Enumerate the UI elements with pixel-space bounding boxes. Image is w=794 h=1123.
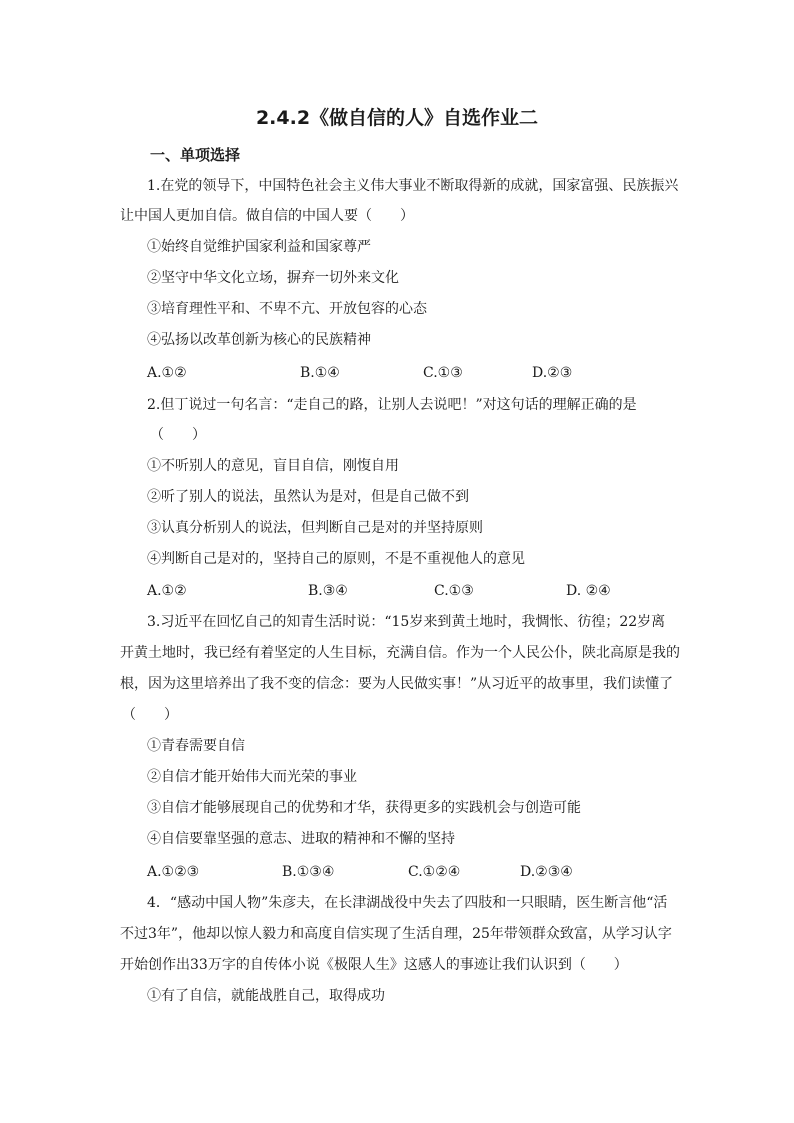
q2-item: ①不听别人的意见，盲目自信，刚愎自用 [147, 458, 399, 474]
q4-stem-line: 开始创作出33万字的自传体小说《极限人生》这感人的事迹让我们认识到（ ） [120, 957, 628, 973]
q3-option-d[interactable]: D.②③④ [520, 864, 573, 880]
q2-option-d[interactable]: D. ②④ [566, 583, 611, 599]
q1-stem-line: 让中国人更加自信。做自信的中国人要（ ） [120, 208, 414, 224]
q2-stem-line: 2.但丁说过一句名言：“走自己的路，让别人去说吧！”对这句话的理解正确的是 [147, 397, 637, 413]
q3-stem-line: 3.习近平在回忆自己的知青生活时说：“15岁来到黄土地时，我惆怅、彷徨；22岁离 [147, 614, 666, 630]
q4-stem-line: 不过3年”，他却以惊人毅力和高度自信实现了生活自理，25年带领群众致富，从学习认字 [120, 926, 672, 942]
q3-item: ③自信才能够展现自己的优势和才华，获得更多的实践机会与创造可能 [147, 800, 581, 816]
q3-stem-line: 根，因为这里培养出了我不变的信念：要为人民做实事！”从习近平的故事里，我们读懂了 [120, 676, 674, 692]
q3-item: ②自信才能开始伟大而光荣的事业 [147, 769, 357, 785]
section-heading: 一、单项选择 [150, 146, 241, 164]
q3-option-b[interactable]: B.①③④ [282, 864, 335, 880]
q1-item: ①始终自觉维护国家利益和国家尊严 [147, 239, 371, 255]
q1-option-d[interactable]: D.②③ [532, 365, 573, 381]
q2-item: ②听了别人的说法，虽然认为是对，但是自己做不到 [147, 489, 469, 505]
q2-item: ③认真分析别人的说法，但判断自己是对的并坚持原则 [147, 520, 483, 536]
document-title: 2.4.2《做自信的人》自选作业二 [255, 107, 539, 129]
q2-option-b[interactable]: B.③④ [308, 583, 348, 599]
q2-item: ④判断自己是对的，坚持自己的原则，不是不重视他人的意见 [147, 551, 525, 567]
q4-item: ①有了自信，就能战胜自己，取得成功 [147, 988, 385, 1004]
q3-stem-line: 开黄土地时，我已经有着坚定的人生目标，充满自信。作为一个人民公仆，陕北高原是我的 [120, 645, 680, 661]
q2-stem-line: （ ） [150, 427, 206, 443]
q1-option-b[interactable]: B.①④ [300, 365, 340, 381]
q2-option-a[interactable]: A.①② [147, 583, 187, 599]
q2-option-c[interactable]: C.①③ [434, 583, 474, 599]
q3-option-c[interactable]: C.①②④ [408, 864, 461, 880]
q1-item: ④弘扬以改革创新为核心的民族精神 [147, 332, 371, 348]
q3-option-a[interactable]: A.①②③ [147, 864, 200, 880]
q1-item: ②坚守中华文化立场，摒弃一切外来文化 [147, 270, 399, 286]
q3-stem-line: （ ） [122, 707, 178, 723]
q3-item: ①青春需要自信 [147, 738, 245, 754]
q3-item: ④自信要靠坚强的意志、进取的精神和不懈的坚持 [147, 831, 455, 847]
q1-item: ③培育理性平和、不卑不亢、开放包容的心态 [147, 301, 427, 317]
q1-stem-line: 1.在党的领导下，中国特色社会主义伟大事业不断取得新的成就，国家富强、民族振兴 [147, 178, 679, 194]
q1-option-a[interactable]: A.①② [147, 365, 187, 381]
q4-stem-line: 4．“感动中国人物”朱彦夫，在长津湖战役中失去了四肢和一只眼睛，医生断言他“活 [147, 895, 668, 911]
q1-option-c[interactable]: C.①③ [423, 365, 463, 381]
